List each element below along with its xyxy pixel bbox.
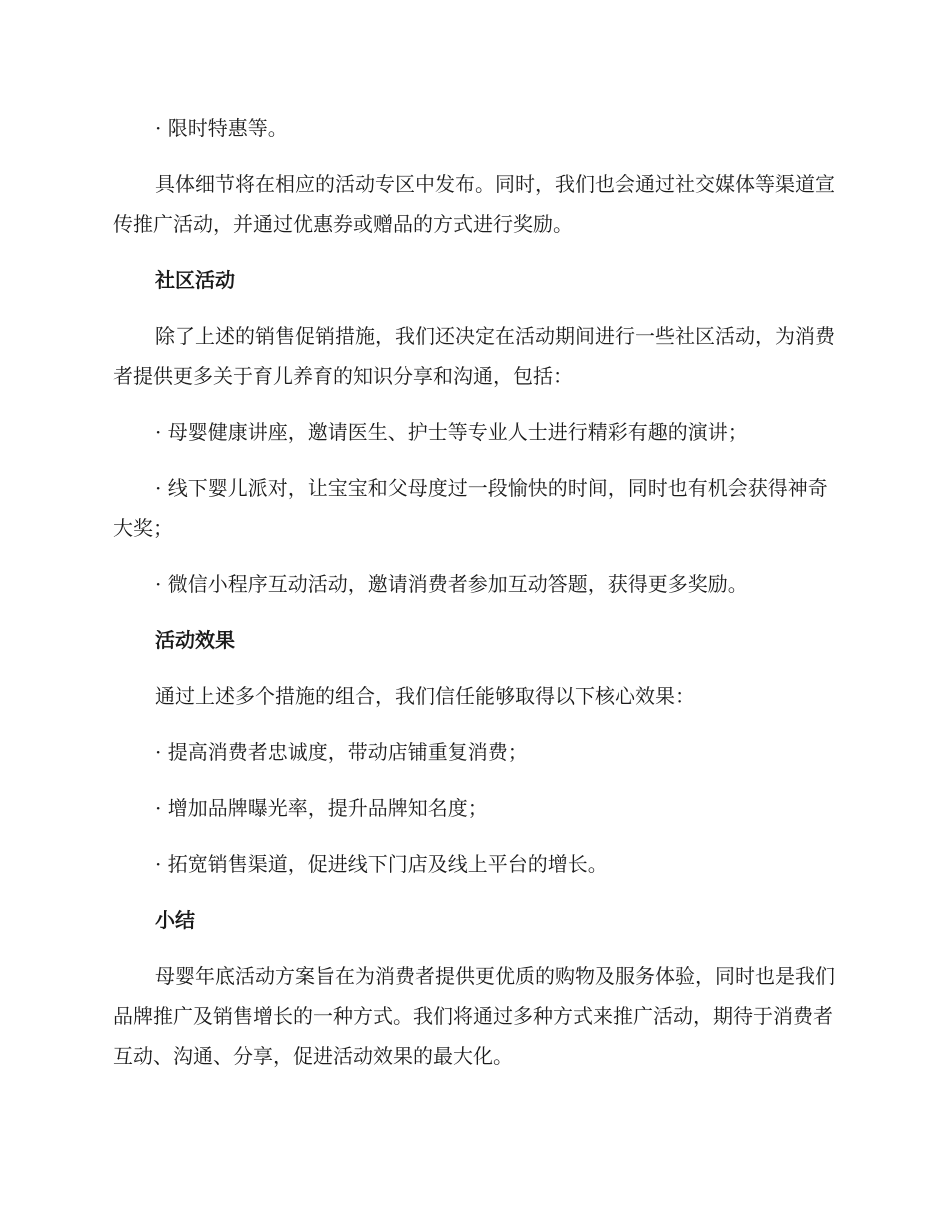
effects-bullet-item: · 提高消费者忠诚度，带动店铺重复消费； xyxy=(155,740,528,764)
effects-paragraph: 通过上述多个措施的组合，我们信任能够取得以下核心效果： xyxy=(155,684,695,708)
community-bullet-item: · 母婴健康讲座，邀请医生、护士等专业人士进行精彩有趣的演讲； xyxy=(155,420,748,444)
effects-bullet-item: · 拓宽销售渠道，促进线下门店及线上平台的增长。 xyxy=(155,852,608,876)
section-heading-community: 社区活动 xyxy=(155,268,235,292)
promo-paragraph: 具体细节将在相应的活动专区中发布。同时，我们也会通过社交媒体等渠道宣传推广活动，并通过优惠券或赠品的方式进行奖励。 xyxy=(113,172,835,236)
effects-bullet-item: · 增加品牌曝光率，提升品牌知名度； xyxy=(155,796,488,820)
section-heading-summary: 小结 xyxy=(155,908,195,932)
community-bullet-item: · 线下婴儿派对，让宝宝和父母度过一段愉快的时间，同时也有机会获得神奇大奖； xyxy=(113,476,828,540)
community-paragraph: 除了上述的销售促销措施，我们还决定在活动期间进行一些社区活动，为消费者提供更多关于育儿养育的知识分享和沟通，包括： xyxy=(113,324,835,388)
summary-paragraph: 母婴年底活动方案旨在为消费者提供更优质的购物及服务体验，同时也是我们品牌推广及销售增长的一种方式。我们将通过多种方式来推广活动，期待于消费者互动、沟通、分享，促进活动效果的最大化。 xyxy=(113,964,835,1068)
bullet-item: · 限时特惠等。 xyxy=(155,116,288,140)
section-heading-effects: 活动效果 xyxy=(155,628,235,652)
community-bullet-item: · 微信小程序互动活动，邀请消费者参加互动答题，获得更多奖励。 xyxy=(155,572,748,596)
document-page xyxy=(113,108,835,1076)
